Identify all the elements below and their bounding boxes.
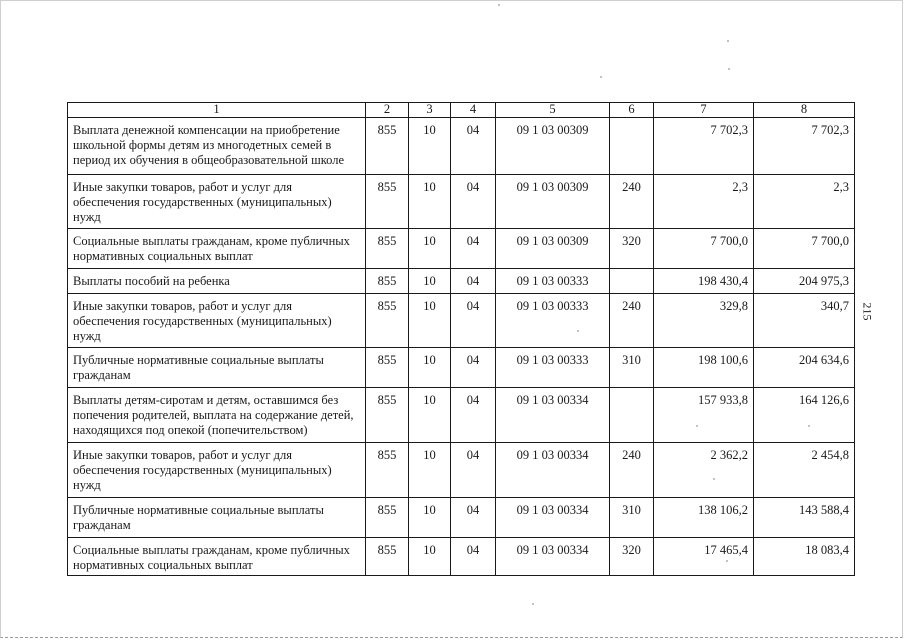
scan-speck xyxy=(600,76,602,78)
row-col-5: 09 1 03 00334 xyxy=(496,538,610,576)
row-col-2: 855 xyxy=(366,118,409,175)
table-row xyxy=(68,388,855,443)
row-col-2: 855 xyxy=(366,348,409,388)
row-col-4: 04 xyxy=(451,538,496,576)
row-col-7: 198 430,4 xyxy=(654,269,754,294)
row-col-8: 204 634,6 xyxy=(754,348,855,388)
row-col-3: 10 xyxy=(409,175,451,229)
row-col-5: 09 1 03 00309 xyxy=(496,175,610,229)
table-row xyxy=(68,294,855,348)
row-col-5: 09 1 03 00334 xyxy=(496,498,610,538)
row-col-2: 855 xyxy=(366,498,409,538)
scan-speck xyxy=(727,40,729,42)
row-col-4: 04 xyxy=(451,388,496,443)
row-col-7: 157 933,8 xyxy=(654,388,754,443)
row-col-7: 198 100,6 xyxy=(654,348,754,388)
scan-speck xyxy=(808,425,810,427)
budget-table xyxy=(67,102,855,576)
row-col-2: 855 xyxy=(366,294,409,348)
row-col-7: 7 702,3 xyxy=(654,118,754,175)
row-col-8: 2 454,8 xyxy=(754,443,855,498)
row-col-6: 240 xyxy=(610,294,654,348)
row-col-7: 2 362,2 xyxy=(654,443,754,498)
row-col-8: 18 083,4 xyxy=(754,538,855,576)
column-header-3: 3 xyxy=(409,103,451,118)
row-col-2: 855 xyxy=(366,229,409,269)
row-col-7: 329,8 xyxy=(654,294,754,348)
row-col-7: 7 700,0 xyxy=(654,229,754,269)
row-col-5: 09 1 03 00334 xyxy=(496,443,610,498)
row-col-5: 09 1 03 00334 xyxy=(496,388,610,443)
row-col-3: 10 xyxy=(409,269,451,294)
row-col-4: 04 xyxy=(451,269,496,294)
row-col-3: 10 xyxy=(409,538,451,576)
row-col-8: 2,3 xyxy=(754,175,855,229)
row-col-6 xyxy=(610,118,654,175)
scan-speck xyxy=(696,425,698,427)
row-col-8: 340,7 xyxy=(754,294,855,348)
row-name: Публичные нормативные социальные выплаты гражданам xyxy=(68,498,366,538)
row-col-2: 855 xyxy=(366,175,409,229)
row-col-7: 138 106,2 xyxy=(654,498,754,538)
row-col-3: 10 xyxy=(409,229,451,269)
row-name: Выплаты пособий на ребенка xyxy=(68,269,366,294)
row-col-6: 320 xyxy=(610,229,654,269)
row-col-5: 09 1 03 00333 xyxy=(496,348,610,388)
row-col-2: 855 xyxy=(366,443,409,498)
row-col-4: 04 xyxy=(451,443,496,498)
row-col-5: 09 1 03 00309 xyxy=(496,118,610,175)
row-col-5: 09 1 03 00309 xyxy=(496,229,610,269)
row-col-8: 164 126,6 xyxy=(754,388,855,443)
row-col-6: 320 xyxy=(610,538,654,576)
row-col-3: 10 xyxy=(409,348,451,388)
row-col-8: 7 700,0 xyxy=(754,229,855,269)
row-col-4: 04 xyxy=(451,294,496,348)
page-number: 215 xyxy=(860,302,875,321)
row-col-2: 855 xyxy=(366,538,409,576)
row-col-4: 04 xyxy=(451,348,496,388)
table-row xyxy=(68,443,855,498)
scan-speck xyxy=(498,4,500,6)
row-name: Публичные нормативные социальные выплаты гражданам xyxy=(68,348,366,388)
scan-speck xyxy=(728,68,730,70)
column-header-2: 2 xyxy=(366,103,409,118)
row-col-7: 2,3 xyxy=(654,175,754,229)
row-col-6: 310 xyxy=(610,498,654,538)
row-col-3: 10 xyxy=(409,294,451,348)
row-name: Иные закупки товаров, работ и услуг для обеспечения государственных (муниципальных) нужд xyxy=(68,443,366,498)
table-row xyxy=(68,229,855,269)
table-row xyxy=(68,269,855,294)
table-row xyxy=(68,175,855,229)
row-col-4: 04 xyxy=(451,498,496,538)
row-col-5: 09 1 03 00333 xyxy=(496,294,610,348)
column-header-7: 7 xyxy=(654,103,754,118)
row-col-8: 204 975,3 xyxy=(754,269,855,294)
row-col-7: 17 465,4 xyxy=(654,538,754,576)
column-header-1: 1 xyxy=(68,103,366,118)
table-header xyxy=(68,103,855,118)
row-col-3: 10 xyxy=(409,118,451,175)
row-name: Социальные выплаты гражданам, кроме публичных нормативных социальных выплат xyxy=(68,538,366,576)
row-col-6: 240 xyxy=(610,443,654,498)
row-col-4: 04 xyxy=(451,118,496,175)
table-body xyxy=(68,118,855,576)
table-row xyxy=(68,348,855,388)
scan-speck xyxy=(532,603,534,605)
row-col-3: 10 xyxy=(409,443,451,498)
row-name: Иные закупки товаров, работ и услуг для обеспечения государственных (муниципальных) нужд xyxy=(68,294,366,348)
scan-speck xyxy=(726,560,728,562)
row-col-2: 855 xyxy=(366,388,409,443)
row-col-6: 310 xyxy=(610,348,654,388)
header-row xyxy=(68,103,855,118)
row-col-4: 04 xyxy=(451,175,496,229)
row-col-3: 10 xyxy=(409,388,451,443)
row-col-2: 855 xyxy=(366,269,409,294)
row-col-6 xyxy=(610,269,654,294)
table-row xyxy=(68,498,855,538)
table-row xyxy=(68,538,855,576)
row-col-8: 143 588,4 xyxy=(754,498,855,538)
row-col-3: 10 xyxy=(409,498,451,538)
row-col-8: 7 702,3 xyxy=(754,118,855,175)
row-name: Иные закупки товаров, работ и услуг для обеспечения государственных (муниципальных) нужд xyxy=(68,175,366,229)
scan-speck xyxy=(713,478,715,480)
row-name: Выплата денежной компенсации на приобретение школьной формы детям из многодетных семей в период их обучения в общеобразовательной школе xyxy=(68,118,366,175)
column-header-8: 8 xyxy=(754,103,855,118)
column-header-6: 6 xyxy=(610,103,654,118)
scan-speck xyxy=(577,330,579,332)
row-name: Выплаты детям-сиротам и детям, оставшимся без попечения родителей, выплата на содержание детей, находящихся под опекой (попечительством) xyxy=(68,388,366,443)
row-col-5: 09 1 03 00333 xyxy=(496,269,610,294)
column-header-4: 4 xyxy=(451,103,496,118)
row-col-6: 240 xyxy=(610,175,654,229)
column-header-5: 5 xyxy=(496,103,610,118)
row-col-4: 04 xyxy=(451,229,496,269)
row-col-6 xyxy=(610,388,654,443)
row-name: Социальные выплаты гражданам, кроме публичных нормативных социальных выплат xyxy=(68,229,366,269)
table-row xyxy=(68,118,855,175)
